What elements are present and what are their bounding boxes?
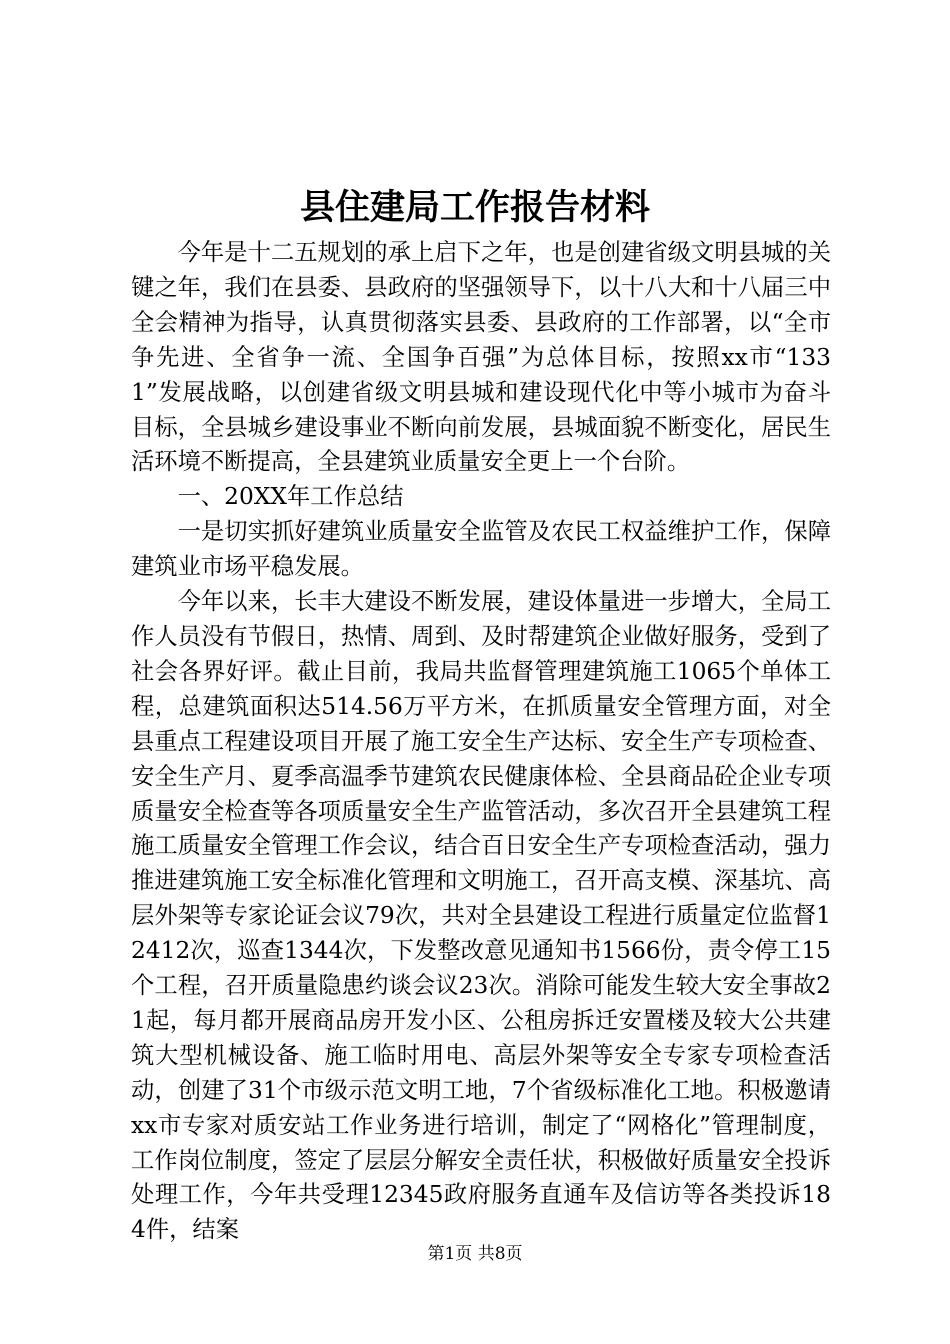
document-title: 县住建局工作报告材料 — [299, 187, 650, 228]
document-body — [131, 236, 831, 1248]
section-heading-summary: 一、20XX年工作总结 — [177, 483, 404, 511]
paragraph-details: 今年以来，长丰大建设不断发展，建设体量进一步增大，全局工作人员没有节假日，热情、周到、及时帮建筑企业做好服务，受到了社会各界好评。截止目前，我局共监督管理建筑施工1065个单体工程，总建筑面积达514.56万平方米，在抓质量安全管理方面，对全县重点工程建设项目开展了施工安全生产达标、安全生产专项检查、安全生产月、夏季高温季节建筑农民健康体检、全县商品砼企业专项质量安全检查等各项质量安全生产监管活动，多次召开全县建筑工程施工质量安全管理工作会议，结合百日安全生产专项检查活动，强力推进建筑施工安全标准化管理和文明施工，召开高支模、深基坑、高层外架等专家论证会议79次，共对全县建设工程进行质量定位监督12412次，巡查1344次，下发整改意见通知书1566份，责令停工15个工程，召开质量隐患约谈会议23次。消除可能发生较大安全事故21起，每月都开展商品房开发小区、公租房拆迁安置楼及较大公共建筑大型机械设备、施工临时用电、高层外架等安全专家专项检查活动，创建了31个市级示范文明工地，7个省级标准化工地。积极邀请xx市专家对质安站工作业务进行培训，制定了“网格化”管理制度，工作岗位制度，签定了层层分解安全责任状，积极做好质量安全投诉处理工作，今年共受理12345政府服务直通车及信访等各类投诉184件，结案 — [131, 588, 831, 1244]
paragraph-point-one: 一是切实抓好建筑业质量安全监管及农民工权益维护工作，保障建筑业市场平稳发展。 — [131, 518, 831, 581]
paragraph-intro: 今年是十二五规划的承上启下之年，也是创建省级文明县城的关键之年，我们在县委、县政府的坚强领导下，以十八大和十八届三中全会精神为指导，认真贯彻落实县委、县政府的工作部署，以“全市争先进、全省争一流、全国争百强”为总体目标，按照xx市“1331”发展战略，以创建省级文明县城和建设现代化中等小城市为奋斗目标，全县城乡建设事业不断向前发展，县城面貌不断变化，居民生活环境不断提高，全县建筑业质量安全更上一个台阶。 — [131, 239, 831, 476]
page-footer: 第1页 共8页 — [427, 1244, 523, 1264]
